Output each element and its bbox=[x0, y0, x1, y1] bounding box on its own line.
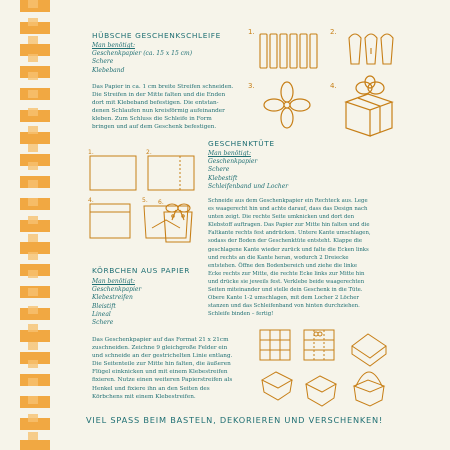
finished-bag-with-bow-icon bbox=[158, 198, 198, 246]
basket-instructions bbox=[92, 336, 232, 401]
bag-instructions bbox=[208, 197, 371, 318]
basket-title: KÖRBCHEN AUS PAPIER bbox=[92, 266, 190, 275]
basket-line: zuschneiden. Zeichne 9 gleichgroße Felder ein bbox=[92, 345, 228, 352]
loops-stacked-illustration bbox=[262, 82, 312, 128]
bag-line: Ecke rechts zur Mitte, die rechte Ecke links zur Mitte hin bbox=[208, 270, 365, 277]
ribbon-line: bringen und auf dem Geschenk befestigen. bbox=[92, 124, 217, 131]
ribbon-step-number: 3. bbox=[248, 82, 255, 90]
basket-material-item: Geschenkpapier bbox=[92, 286, 142, 294]
bag-line: Schneide aus dem Geschenkpapier ein Rechteck aus. Lege bbox=[208, 198, 368, 204]
bag-needs-label: Man benötigt: bbox=[208, 150, 251, 157]
bag-step-number: 5. bbox=[142, 197, 148, 204]
paper-strips-illustration bbox=[258, 32, 320, 72]
ribbon-needs-label: Man benötigt: bbox=[92, 42, 135, 49]
bag-line: stanzen und das Schleifenband von hinten durchziehen. bbox=[208, 303, 360, 310]
basket-line: Die Seitenteile zur Mitte hin falten, die äußeren bbox=[92, 361, 231, 368]
folded-loops-illustration bbox=[345, 32, 405, 72]
ribbon-line: Das Papier in ca. 1 cm breite Streifen schneiden. bbox=[92, 84, 234, 90]
basket-material-item: Klebestreifen bbox=[92, 294, 133, 302]
basket-line: Das Geschenkpapier auf das Format 21 x 21cm bbox=[92, 337, 229, 343]
bag-line: sodass der Boden der Geschenktüte entsteht. Klappe die bbox=[208, 238, 363, 245]
bag-line: Obere Kante 1-2 umschlagen, mit dem Locher 2 Löcher bbox=[208, 295, 359, 302]
ribbon-step-number: 4. bbox=[330, 82, 337, 90]
decorative-stripe-border bbox=[20, 0, 50, 450]
basket-material-item: Bleistift bbox=[92, 302, 116, 310]
ribbon-material-item: Klebeband bbox=[92, 66, 125, 74]
basket-line: Henkel und fixiere ihn an den Seiten des bbox=[92, 385, 210, 392]
bag-line: Schleife binden – fertig! bbox=[208, 311, 274, 318]
basket-materials bbox=[92, 278, 141, 327]
footer-message: VIEL SPASS BEIM BASTELN, DEKORIEREN UND VERSCHENKEN! bbox=[86, 415, 384, 425]
ribbon-material-item: Geschenkpapier (ca. 15 x 15 cm) bbox=[92, 50, 193, 58]
bag-line: und drücke sie jeweils fest. Verklebe beide waagerechten bbox=[208, 278, 365, 285]
bag-line: Seiten miteinander und stelle dein Geschenk in die Tüte. bbox=[208, 287, 363, 294]
bag-line: und rechts an die Kante heran, wodurch 2 Dreiecke bbox=[208, 254, 349, 261]
bag-material-item: Klebestift bbox=[208, 174, 238, 182]
ribbon-material-item: Schere bbox=[92, 58, 114, 66]
bag-step-number: 4. bbox=[88, 197, 94, 204]
bag-line: es waagerecht hin und achte darauf, dass das Design nach bbox=[208, 206, 368, 213]
bag-line: geschlagene Kante wieder zurück und falte die Ecken links bbox=[208, 246, 369, 253]
bag-materials bbox=[208, 150, 288, 191]
bag-title: GESCHENKTÜTE bbox=[208, 139, 275, 148]
basket-line: und schneide an der gestrichelten Linie entlang. bbox=[92, 353, 233, 360]
ribbon-line: denen Schlaufen nun kreisförmig aufeinander bbox=[92, 108, 225, 115]
bag-material-item: Geschenkpapier bbox=[208, 158, 258, 166]
bag-line: Faltkante rechts fest andrücken. Untere Kante umschlagen, bbox=[208, 230, 371, 237]
gift-box-with-bow-illustration bbox=[338, 78, 400, 134]
ribbon-step-number: 2. bbox=[330, 28, 337, 36]
bag-material-item: Schleifenband und Locher bbox=[208, 182, 289, 190]
basket-line: fixieren. Nutze einen weiteren Papierstreifen als bbox=[92, 377, 233, 384]
basket-material-item: Schere bbox=[92, 319, 114, 327]
ribbon-step-number: 1. bbox=[248, 28, 255, 36]
bag-line: unten zeigt. Die rechte Seite umknicken und dort den bbox=[208, 214, 355, 221]
ribbon-line: kleben. Zum Schluss die Schleife in Form bbox=[92, 116, 212, 123]
basket-material-item: Lineal bbox=[92, 310, 111, 318]
basket-folding-illustration bbox=[256, 328, 406, 410]
bag-material-item: Schere bbox=[208, 166, 230, 174]
basket-line: Körbchens mit einem Klebestreifen. bbox=[92, 393, 196, 400]
ribbon-line: dort mit Klebeband befestigen. Die entstan- bbox=[92, 100, 219, 107]
bag-step-number: 2. bbox=[146, 149, 152, 156]
bag-step-number: 6. bbox=[158, 199, 164, 206]
ribbon-title: HÜBSCHE GESCHENKSCHLEIFE bbox=[92, 31, 221, 40]
ribbon-line: Die Streifen in der Mitte falten und die Enden bbox=[92, 92, 226, 99]
bag-step-number: 1. bbox=[88, 149, 94, 156]
ribbon-instructions bbox=[92, 83, 233, 132]
ribbon-materials bbox=[92, 42, 192, 75]
basket-needs-label: Man benötigt: bbox=[92, 278, 135, 285]
bag-line: entstehen. Öffne den Bodenbereich und ziehe die linke bbox=[208, 262, 358, 269]
basket-line: Flügel einknicken und mit einem Klebestreifen bbox=[92, 369, 228, 376]
bag-line: Klebstoff auftragen. Das Papier zur Mitte hin falten und die bbox=[208, 222, 370, 229]
